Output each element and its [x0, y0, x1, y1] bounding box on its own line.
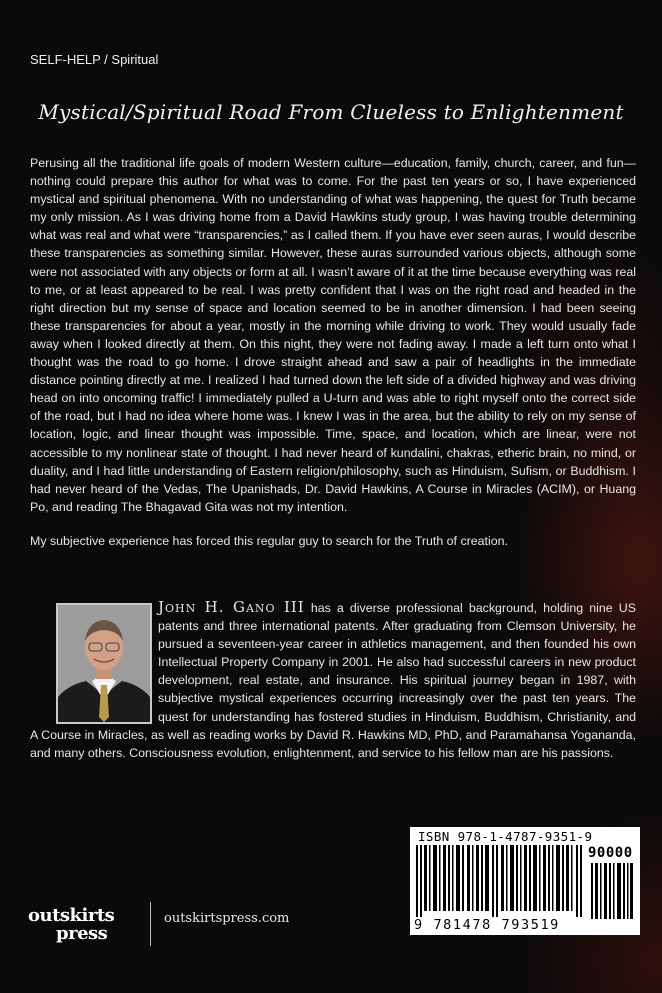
logo-line-1: outskirts [28, 905, 115, 926]
isbn-barcode [410, 827, 640, 935]
description-paragraph: My subjective experience has forced this regular guy to search for the Truth of creation. [30, 533, 508, 548]
logo-line-2: press [56, 923, 108, 944]
ean-barcode-bars [414, 845, 584, 917]
publisher-logo [28, 905, 133, 947]
category-label: SELF-HELP / Spiritual [30, 52, 159, 67]
logo-divider [150, 902, 151, 946]
headline: Mystical/Spiritual Road From Clueless to Enlightenment [38, 100, 624, 124]
author-photo [56, 603, 152, 724]
isbn-text: ISBN 978-1-4787-9351-9 [418, 829, 593, 844]
publisher-url: outskirtspress.com [164, 911, 290, 926]
ean-digits: 9 781478 793519 [414, 917, 560, 933]
description-paragraph: Perusing all the traditional life goals of modern Western culture—education, family, church, career, and fun—nothing could prepare this author for what was to come. For the past ten years or so, I have experienced mystical and spiritual phenomena. With no understanding of what was happening, the quest for Truth became my only mission. As I was driving home from a David Hawkins study group, I was having trouble determining what was real and what were “transparencies,” as I called them. If you have ever seen auras, I would describe these transparencies as something similar. However, these auras surrounded various objects, although some were not associated with any objects or form at all. I wasn’t aware of it at the time because everything was real to me, or at least appeared to be real. I was pretty confident that I was on the right road and headed in the right direction but my sense of space and location seemed to be in another dimension. I had been seeing these transparencies for about a year, mostly in the morning while driving to work. They would usually fade away when I looked directly at them. On this night, they were not fading away. I made a left turn onto what I thought was the road to go home. I drove straight ahead and saw a pair of headlights in the immediate distance pointing directly at me. I realized I had turned down the left side of a divided highway and was driving head on into oncoming traffic! I immediately pulled a U-turn and was able to right myself onto the correct side of the road, but I had no idea where home was. I knew I was in the area, but the ability to rely on my sense of location, logic, and linear thought was impossible. Time, space, and location, which are linear, were not accessible to my nonlinear state of thought. I had never heard of kundalini, chakras, etheric brain, no mind, or duality, and I had little understanding of Eastern religion/philosophy, such as Hinduism, Sufism, or Buddhism. I had never heard of the Vedas, The Upanishads, Dr. David Hawkins, A Course in Miracles (ACIM), or Huang Po, and reading The Bhagavad Gita was not my intention. [30, 156, 636, 514]
book-description [30, 154, 636, 550]
addon-barcode-bars [590, 863, 634, 919]
author-name: John H. Gano III [158, 598, 305, 616]
author-bio-text: has a diverse professional background, holding nine US patents and three international patents. After graduating from Clemson University, he pursued a seventeen-year career in athletics management, and then founded his own Intellectual Property Company in 2001. He also had successful careers in new product development, real estate, and insurance. His spiritual journey began in 1987, with subjective mystical experiences occurring increasingly over the past ten years. The quest for understanding has fostered studies in Hinduism, Buddhism, Christianity, and A Course in Miracles, as well as reading works by David R. Hawkins MD, PhD, and Paramahansa Yogananda, and many others. Consciousness evolution, enlightenment, and service to his fellow man are his passions. [30, 601, 636, 760]
price-code: 90000 [588, 845, 633, 861]
